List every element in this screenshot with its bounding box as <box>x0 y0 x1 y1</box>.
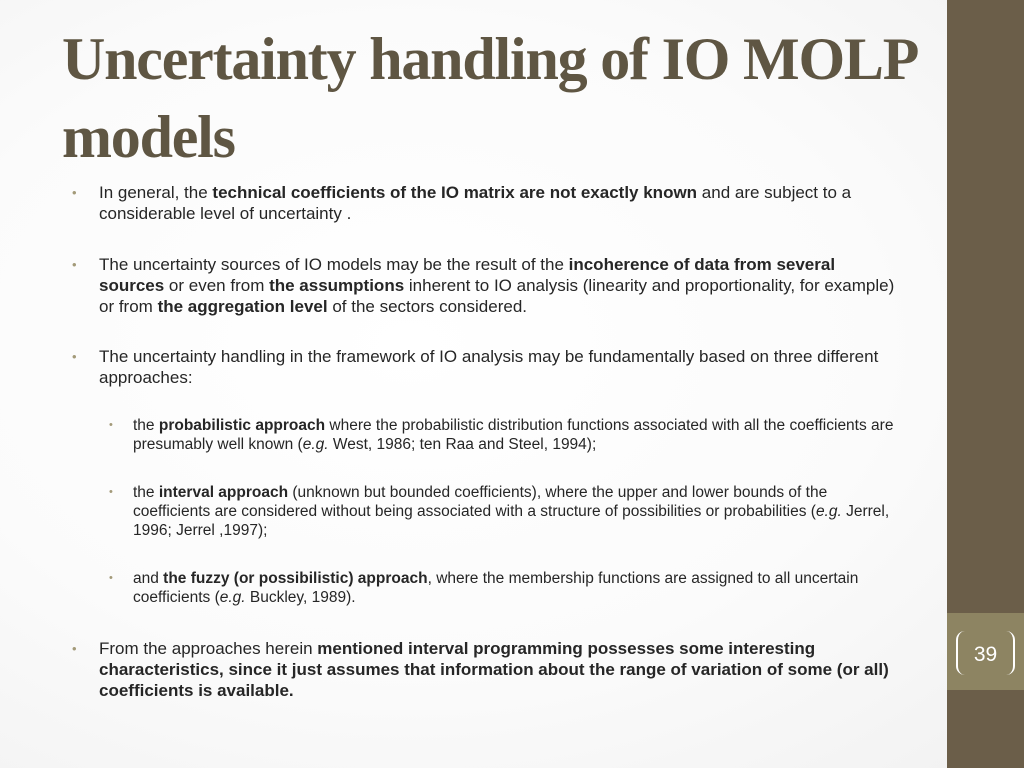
bullet-italic: e.g. <box>219 589 246 606</box>
bullet-italic: e.g. <box>302 436 329 453</box>
bullet-emphasis: incoherence of data from several sources <box>99 255 836 295</box>
bullet-emphasis: the assumptions <box>269 276 405 295</box>
bullet-dot: • <box>72 185 77 200</box>
bullet-emphasis: mentioned interval programming possesses some interesting characteristics, since it just assumes that information about the range of variation of some (or all) coefficients is available. <box>99 639 889 700</box>
bullet-text: or even from <box>164 276 270 295</box>
bullet-text: In general, the <box>99 183 213 202</box>
bullet-4 <box>72 638 899 701</box>
bullet-emphasis: interval approach <box>158 484 289 501</box>
slide-title: Uncertainty handling of IO MOLP models <box>62 26 915 170</box>
bullet-emphasis: the aggregation level <box>157 297 328 316</box>
bullet-text: From the approaches herein <box>99 639 318 658</box>
bullet-text: The uncertainty handling in the framework of IO analysis may be fundamentally based on three different approaches: <box>99 347 879 387</box>
sub-bullet-2 <box>109 483 903 540</box>
bullet-dot: • <box>72 641 77 656</box>
bullet-text: Buckley, 1989). <box>245 589 356 606</box>
bullet-text: West, 1986; ten Raa and Steel, 1994); <box>328 436 597 453</box>
bullet-text: of the sectors considered. <box>327 297 527 316</box>
bullet-dot: • <box>72 257 77 272</box>
bullet-italic: e.g. <box>815 503 842 520</box>
bullet-text: the <box>133 417 159 434</box>
bullet-dot: • <box>109 419 113 431</box>
bullet-text: and <box>133 570 164 587</box>
page-number-badge <box>947 613 1024 690</box>
sub-bullet-3 <box>109 569 903 607</box>
bullet-emphasis: technical coefficients of the IO matrix are not exactly known <box>212 183 698 202</box>
bullet-3 <box>72 346 899 388</box>
bullet-dot: • <box>72 349 77 364</box>
bullet-2 <box>72 254 899 317</box>
bullet-1 <box>72 182 899 224</box>
bullet-emphasis: the fuzzy (or possibilistic) approach <box>163 570 428 587</box>
bullet-text: the <box>133 484 159 501</box>
bullet-dot: • <box>109 572 113 584</box>
page-number: 39 <box>973 643 998 666</box>
bullet-text: The uncertainty sources of IO models may be the result of the <box>99 255 569 274</box>
bullet-text: where the probabilistic distribution functions associated with all the coefficients are presumably well known ( <box>133 417 894 453</box>
bullet-text: (unknown but bounded coefficients), where the upper and lower bounds of the coefficients are considered without being associated with a structure of possibilities or probabilities ( <box>133 484 828 520</box>
bullet-emphasis: probabilistic approach <box>158 417 326 434</box>
bullet-text: inherent to IO analysis (linearity and proportionality, for example) or from <box>99 276 895 316</box>
bullet-dot: • <box>109 486 113 498</box>
bullet-text: and are subject to a considerable level of uncertainty . <box>99 183 852 223</box>
bullet-text: Jerrel, 1996; Jerrel ,1997); <box>133 503 890 539</box>
sub-bullet-1 <box>109 416 903 454</box>
bullet-text: , where the membership functions are assigned to all uncertain coefficients ( <box>133 570 859 606</box>
